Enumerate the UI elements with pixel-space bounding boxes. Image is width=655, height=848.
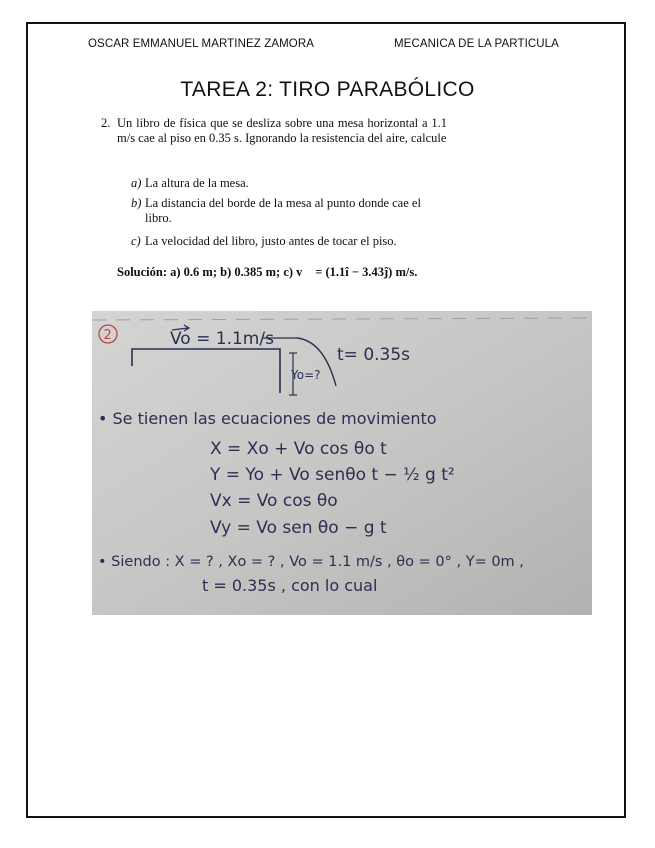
equation-vy: Vy = Vo sen θo − g t <box>210 518 387 538</box>
item-text: La velocidad del libro, justo antes de tocar el piso. <box>145 234 397 248</box>
initial-velocity: Vo = 1.1m/s <box>170 329 274 349</box>
item-label: a) <box>131 176 142 190</box>
problem-statement: Un libro de física que se desliza sobre una mesa horizontal a 1.1 m/s cae al piso en 0.35 s. Ignorando la resistencia del aire, calcule <box>117 116 447 145</box>
problem-item-a <box>131 176 449 191</box>
problem-item-b <box>131 196 449 226</box>
equations-intro: • Se tienen las ecuaciones de movimiento <box>98 409 437 428</box>
equation-y: Y = Yo + Vo senθo t − ½ g t² <box>210 465 455 485</box>
course-name: MECANICA DE LA PARTICULA <box>394 38 559 50</box>
given-values-line2: t = 0.35s , con lo cual <box>202 576 378 595</box>
handwritten-notes-photo <box>92 311 592 615</box>
equation-x: X = Xo + Vo cos θo t <box>210 439 387 459</box>
page-title: TAREA 2: TIRO PARABÓLICO <box>180 78 475 101</box>
solution-label: Solución: <box>117 265 168 279</box>
item-text: La distancia del borde de la mesa al punto donde cae el libro. <box>145 196 421 225</box>
problem-number: 2. <box>101 116 111 130</box>
initial-height: Yo=? <box>291 368 321 382</box>
given-values-line1: • Siendo : X = ? , Xo = ? , Vo = 1.1 m/s , θo = 0° , Y= 0m , <box>98 554 524 570</box>
time-given: t= 0.35s <box>337 345 411 365</box>
item-label: b) <box>131 196 142 210</box>
solution <box>117 264 452 280</box>
item-text: La altura de la mesa. <box>145 176 249 190</box>
problem-item-c <box>131 234 449 249</box>
solution-text: a) 0.6 m; b) 0.385 m; c) v⃗ = (1.1î − 3.43ĵ) m/s. <box>170 265 418 279</box>
equation-vx: Vx = Vo cos θo <box>210 491 338 511</box>
item-label: c) <box>131 234 141 248</box>
circled-number: 2 <box>103 328 112 343</box>
author-name: OSCAR EMMANUEL MARTINEZ ZAMORA <box>88 38 314 50</box>
